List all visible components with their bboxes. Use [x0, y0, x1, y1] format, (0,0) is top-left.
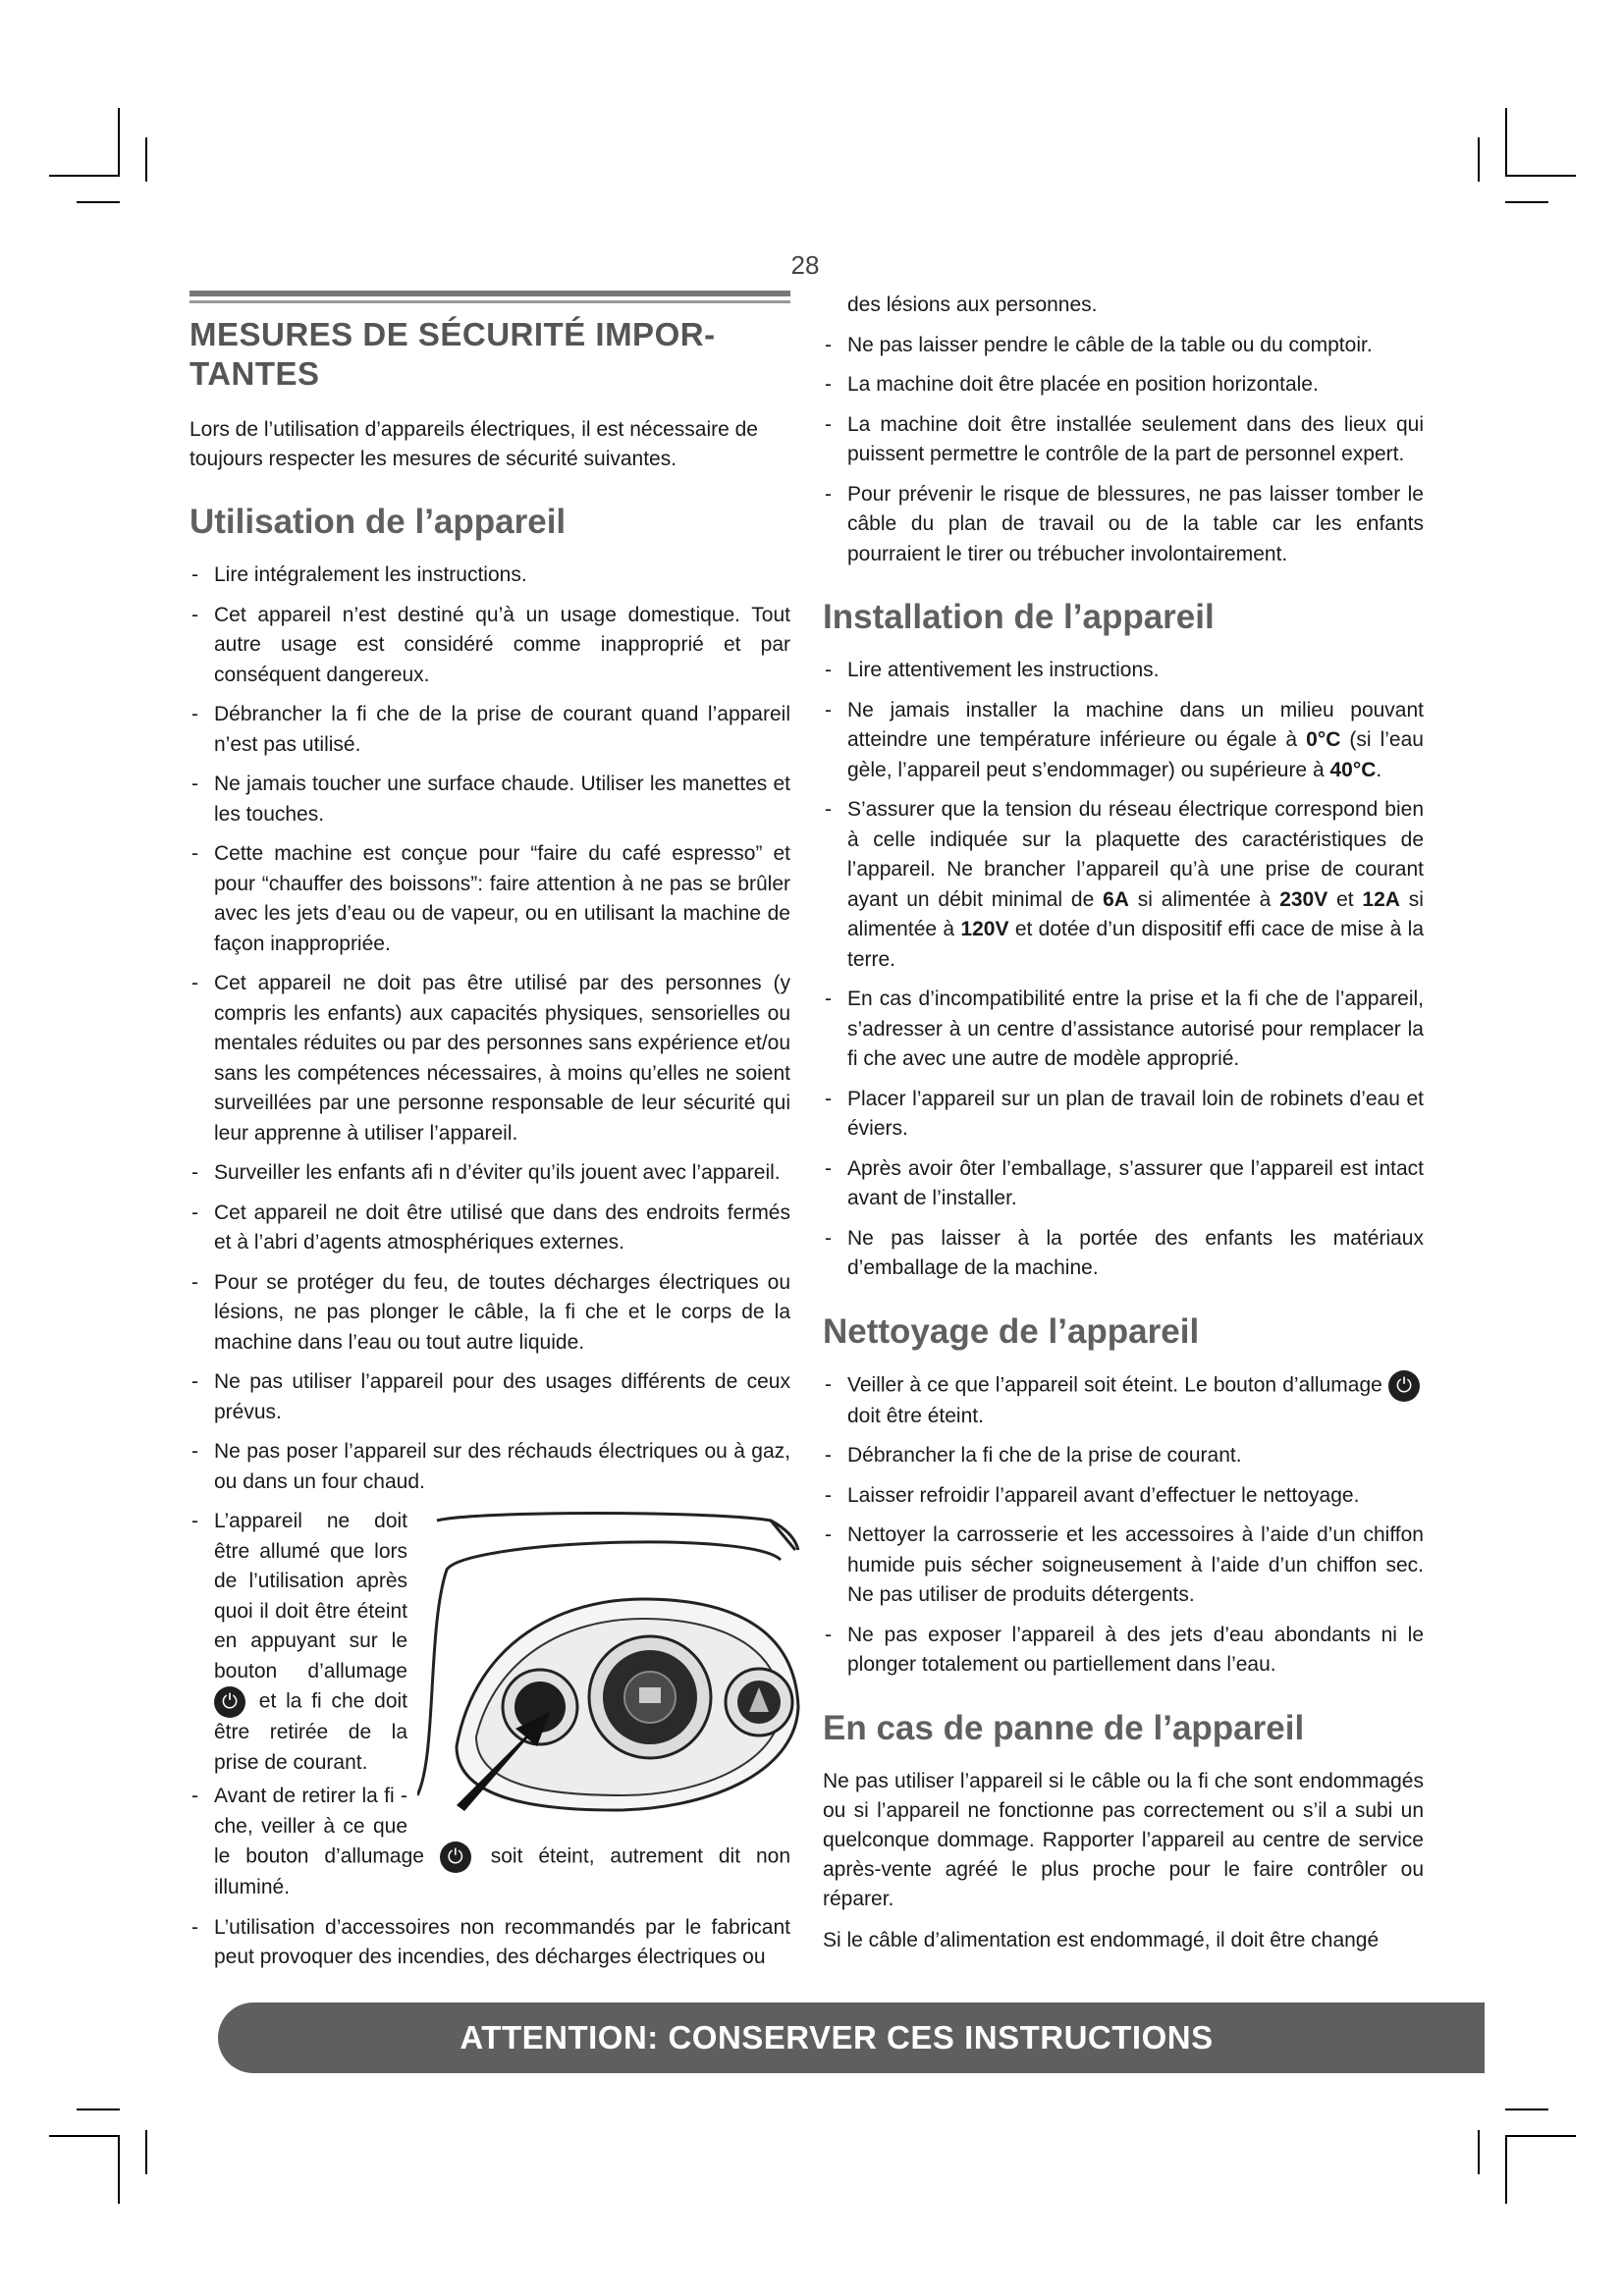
cleaning-power-text-b: doit être éteint. — [847, 1404, 984, 1427]
crop-mark — [145, 2130, 147, 2174]
amperage-2: 12A — [1362, 887, 1400, 911]
list-item: - Ne pas laisser à la portée des enfants les matériaux d’emballage de la machine. — [823, 1224, 1424, 1284]
list-item: - La machine doit être placée en position horizontale. — [823, 370, 1424, 400]
list-item-continuation: des lésions aux personnes. — [847, 294, 1098, 316]
voltage-text-e: et dotée d’un dispositif effi cace de mise à la terre. — [847, 918, 1424, 971]
left-column — [189, 291, 790, 1983]
list-item-unplug — [189, 1782, 790, 1903]
crop-mark — [1505, 2109, 1548, 2110]
power-button-icon: ⏻ — [214, 1686, 245, 1718]
crop-mark — [1505, 201, 1548, 203]
section-heading-cleaning: Nettoyage de l’appareil — [823, 1311, 1200, 1351]
list-item: - Cet appareil n’est destiné qu’à un usage domestique. Tout autre usage est considéré comme inapproprié et par conséquent dangereux. — [189, 601, 790, 691]
list-item: - Placer l’appareil sur un plan de travail loin de robinets d’eau et éviers. — [823, 1085, 1424, 1145]
right-column — [823, 291, 1424, 1967]
voltage-2: 120V — [960, 918, 1009, 940]
list-item: - Débrancher la fi che de la prise de courant quand l’appareil n’est pas utilisé. — [189, 700, 790, 760]
list-item: - Ne pas exposer l’appareil à des jets d’eau abondants ni le plonger totalement ou partiellement dans l’eau. — [823, 1621, 1424, 1681]
cleaning-list — [823, 1370, 1424, 1681]
temperature-text-b: (si l’eau gèle, l’appareil peut s’endommager) ou supérieure à — [847, 728, 1424, 781]
crop-mark — [1505, 175, 1576, 177]
cleaning-power-text-a: Veiller à ce que l’appareil soit éteint. Le bouton d’allumage — [847, 1373, 1382, 1397]
list-item: - Surveiller les enfants afi n d’éviter qu’ils jouent avec l’appareil. — [189, 1158, 790, 1189]
list-item: - Pour se protéger du feu, de toutes décharges électriques ou lésions, ne pas plonger le câble, la fi che et le corps de la machine dans l’eau ou tout autre liquide. — [189, 1268, 790, 1359]
page-number: 28 — [790, 250, 820, 280]
crop-mark — [1505, 2135, 1576, 2137]
failure-paragraph: Ne pas utiliser l’appareil si le câble ou la fi che sont endommagés ou si l’appareil ne fonctionne pas correctement ou s’il a subi un quelconque dommage. Rapporter l’appareil au centre de service après-vente agréé le plus proche pour le faire contrôler ou réparer. — [823, 1769, 1424, 1910]
list-item: - Nettoyer la carrosserie et les accessoires à l’aide d’un chiffon humide puis sécher soigneusement à l’aide d’un chiffon sec. Ne pas utiliser de produits détergents. — [823, 1521, 1424, 1611]
list-item: - Cet appareil ne doit être utilisé que dans des endroits fermés et à l’abri d’agents atmosphériques externes. — [189, 1199, 790, 1258]
power-button-icon: ⏻ — [440, 1842, 471, 1873]
voltage-text-d: si alimentée à — [847, 887, 1424, 940]
section-heading-install: Installation de l’appareil — [823, 598, 1215, 636]
crop-mark — [49, 175, 120, 177]
temperature-text-c: . — [1376, 758, 1382, 781]
list-item-voltage — [823, 795, 1424, 975]
list-item: - Après avoir ôter l’emballage, s’assurer que l’appareil est intact avant de l’installer. — [823, 1154, 1424, 1214]
list-item-temperature — [823, 696, 1424, 786]
list-item: - Lire intégralement les instructions. — [189, 561, 790, 591]
crop-mark — [49, 2135, 120, 2137]
list-item: - Cet appareil ne doit pas être utilisé par des personnes (y compris les enfants) aux capacités physiques, sensorielles ou mentales réduites ou par des personnes sans expérience et/ou sans les compétences nécessaires, à moins qu’elles ne soient surveillées par une personne responsable de leur sécurité qui leur apprenne à utiliser l’appareil. — [189, 969, 790, 1148]
crop-mark — [1505, 108, 1507, 177]
temperature-high: 40°C — [1329, 758, 1377, 781]
crop-mark — [118, 108, 120, 177]
list-item: - La machine doit être installée seulement dans des lieux qui puissent permettre le contrôle de la part de personnel expert. — [823, 410, 1424, 470]
crop-mark — [1478, 137, 1480, 182]
crop-mark — [1478, 2130, 1480, 2174]
voltage-text-c: et — [1336, 887, 1354, 911]
power-button-icon: ⏻ — [1388, 1370, 1420, 1402]
list-item: - Débrancher la fi che de la prise de courant. — [823, 1441, 1424, 1471]
power-item-text-a: L’appareil ne doit être allumé que lors de l’utilisation après quoi il doit être éteint en appuyant sur le bouton d’allumage — [214, 1510, 407, 1682]
list-item: - Ne pas laisser pendre le câble de la table ou du comptoir. — [823, 331, 1424, 361]
footer-banner-text: ATTENTION: CONSERVER CES INSTRUCTIONS — [460, 2019, 1214, 2056]
list-item: - Ne jamais toucher une surface chaude. Utiliser les manettes et les touches. — [189, 770, 790, 829]
usage-list-continued — [823, 291, 1424, 569]
footer-banner — [218, 2002, 1485, 2073]
temperature-low: 0°C — [1306, 728, 1341, 751]
list-item: - Pour prévenir le risque de blessures, ne pas laisser tomber le câble du plan de travail ou de la table car les enfants pourraient le tirer ou trébucher involontairement. — [823, 480, 1424, 570]
crop-mark — [77, 201, 120, 203]
list-item-power — [189, 1507, 790, 1778]
voltage-text-a: S’assurer que la tension du réseau électrique correspond bien à celle indiquée sur la plaquette des caractéristiques de l’appareil. Ne brancher l’appareil qu’à une prise de courant ayant un débit minimal de — [847, 798, 1424, 911]
section-heading-usage: Utilisation de l’appareil — [189, 503, 567, 541]
machine-control-panel-illustration — [417, 1511, 800, 1815]
crop-mark — [1505, 2135, 1507, 2204]
power-item-text-b: et la fi che doit être retirée de la prise de courant. — [214, 1689, 407, 1774]
page-title: MESURES DE SÉCURITÉ IMPOR-TANTES — [189, 316, 716, 392]
section-heading-failure: En cas de panne de l’appareil — [823, 1708, 1305, 1747]
list-item: - Ne pas poser l’appareil sur des réchauds électriques ou à gaz, ou dans un four chaud. — [189, 1437, 790, 1497]
temperature-text-a: Ne jamais installer la machine dans un milieu pouvant atteindre une température inférieure ou égale à — [847, 698, 1424, 751]
title-rule-thin — [189, 300, 790, 303]
list-item: - Laisser refroidir l’appareil avant d’effectuer le nettoyage. — [823, 1481, 1424, 1512]
usage-list — [189, 561, 790, 1973]
title-rule — [189, 291, 790, 296]
voltage-text-b: si alimentée à — [1137, 887, 1272, 911]
list-item: - Lire attentivement les instructions. — [823, 656, 1424, 686]
voltage-1: 230V — [1279, 887, 1328, 911]
failure-paragraph-2: Si le câble d’alimentation est endommagé, il doit être changé — [823, 1928, 1380, 1951]
crop-mark — [77, 2109, 120, 2110]
intro-text: Lors de l’utilisation d’appareils électriques, il est nécessaire de toujours respecter les mesures de sécurité suivantes. — [189, 418, 758, 470]
list-item: - En cas d’incompatibilité entre la prise et la fi che de l’appareil, s’adresser à un centre d’assistance autorisé pour remplacer la fi che avec une autre de modèle approprié. — [823, 985, 1424, 1075]
install-list — [823, 656, 1424, 1284]
amperage-1: 6A — [1103, 887, 1129, 911]
list-item-power-off — [823, 1370, 1424, 1432]
list-item: - Ne pas utiliser l’appareil pour des usages différents de ceux prévus. — [189, 1367, 790, 1427]
list-item: - L’utilisation d’accessoires non recommandés par le fabricant peut provoquer des incendies, des décharges électriques ou — [189, 1913, 790, 1973]
crop-mark — [145, 137, 147, 182]
unplug-item-text-a: Avant de retirer la fi -che, veiller à ce que le bouton d’allumage — [214, 1785, 424, 1868]
list-item: - Cette machine est conçue pour “faire du café espresso” et pour “chauffer des boissons”: faire attention à ne pas se brûler avec les jets d’eau ou de vapeur, ou en utilisant la machine de façon inappropriée. — [189, 839, 790, 959]
crop-mark — [118, 2135, 120, 2204]
unplug-item-text-b: soit éteint, autrement dit non illuminé. — [214, 1844, 790, 1898]
